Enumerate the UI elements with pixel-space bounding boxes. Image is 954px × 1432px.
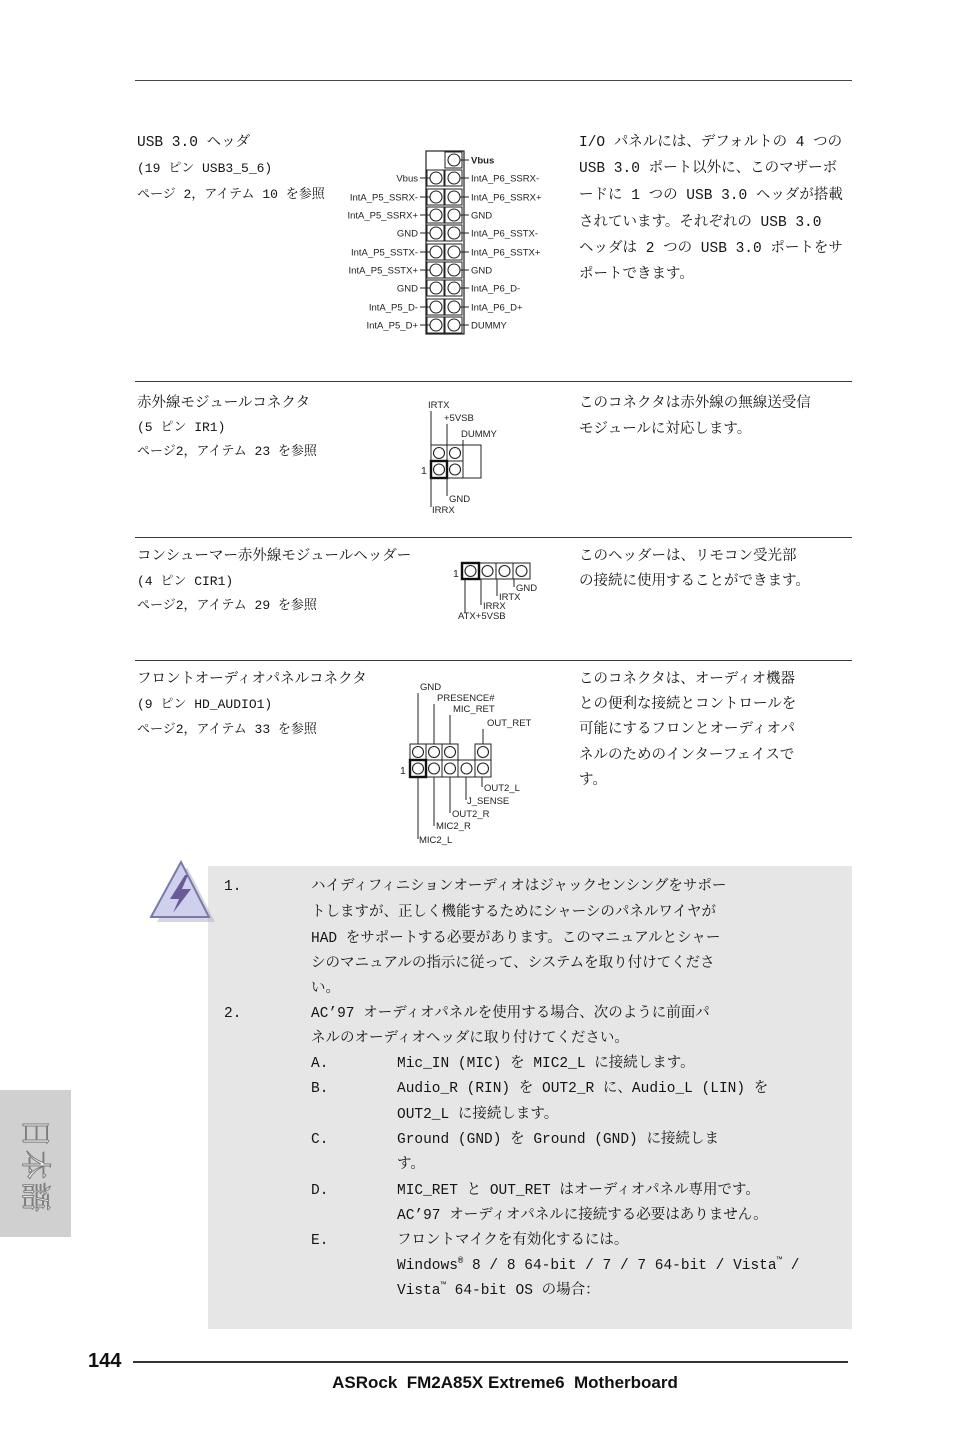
note-subitem-line: AC’97 オーディオパネルに接続する必要はありません。	[397, 1208, 768, 1224]
ir1-description-line: モジュールに対応します。	[579, 422, 752, 438]
note-line: AC’97 オーディオパネルを使用する場合、次のように前面パ	[311, 1006, 710, 1022]
hd-audio-pin-label: OUT_RET	[487, 718, 532, 729]
page-number: 144	[88, 1350, 122, 1372]
cir1-pin1-marker: 1	[453, 568, 459, 580]
registered-mark: ®	[457, 1256, 464, 1267]
usb3-pin-label: GND	[471, 210, 493, 222]
usb3-title: USB 3.0 ヘッダ	[137, 135, 251, 151]
hd-audio-connector-diagram	[400, 682, 532, 846]
ir1-pin1-marker: 1	[421, 465, 427, 477]
trademark-mark: ™	[440, 1281, 446, 1292]
usb3-pin-label: IntA_P6_D-	[471, 283, 521, 295]
usb3-description-line: されています。それぞれの USB 3.0	[579, 215, 822, 231]
ir1-title: 赤外線モジュールコネクタ	[137, 396, 311, 412]
hd-audio-page-ref: ページ2，アイテム 33 を参照	[137, 722, 317, 737]
hd-audio-pin-label: MIC_RET	[453, 704, 495, 715]
note-line: HAD をサポートする必要があります。このマニュアルとシャー	[311, 931, 721, 947]
ir1-pin-label: DUMMY	[461, 429, 497, 440]
ir1-description-line: このコネクタは赤外線の無線送受信	[579, 396, 811, 412]
note-subitem-line: フロントマイクを有効化するには。	[397, 1233, 629, 1249]
usb3-description-line: ードに 1 つの USB 3.0 ヘッダが搭載	[579, 188, 843, 204]
os-text: Vista	[397, 1283, 441, 1299]
usb3-pin-label: IntA_P5_SSRX-	[349, 192, 418, 204]
note-subitem-line: Ground (GND) を Ground (GND) に接続しま	[397, 1132, 719, 1148]
trademark-mark: ™	[776, 1256, 782, 1267]
usb3-page-ref: ページ 2，アイテム 10 を参照	[137, 187, 325, 202]
hd-audio-pin-count: (9 ピン HD_AUDIO1)	[137, 697, 273, 712]
usb3-pin-label: IntA_P5_SSTX-	[350, 247, 418, 259]
usb3-description-line: I/O パネルには、デフォルトの 4 つの	[579, 135, 843, 151]
usb3-pin-label: IntA_P6_SSTX-	[471, 228, 539, 240]
cir1-title: コンシューマー赤外線モジュールヘッダー	[137, 549, 412, 565]
usb3-pin-label: IntA_P5_D+	[366, 320, 418, 332]
usb3-header-diagram	[347, 151, 541, 334]
usb3-right-pins	[445, 152, 462, 333]
os-text: Windows	[397, 1258, 458, 1274]
ir1-connector-diagram	[421, 400, 498, 516]
language-label: 日本語	[17, 1118, 52, 1214]
ir1-page-ref: ページ2，アイテム 23 を参照	[137, 444, 317, 459]
hd-audio-description-line: このコネクタは、オーディオ機器	[579, 672, 796, 688]
note-line: ネルのオーディオヘッダに取り付けてください。	[311, 1031, 629, 1047]
usb3-pin-label: IntA_P6_SSRX-	[471, 173, 540, 185]
hd-audio-description-line: との便利な接続とコントロールを	[579, 697, 797, 713]
os-text: /	[782, 1258, 800, 1274]
os-text: 8 / 8 64-bit / 7 / 7 64-bit / Vista	[463, 1258, 777, 1274]
usb3-pin-label: IntA_P5_SSRX+	[347, 210, 418, 222]
cir1-header-diagram	[453, 563, 537, 622]
hd-audio-title: フロントオーディオパネルコネクタ	[137, 672, 367, 688]
ir1-pin-label: IRRX	[432, 505, 455, 516]
usb3-description-line: ポートできます。	[579, 267, 694, 283]
ir1-dummy-slot	[463, 445, 481, 478]
note-line: い。	[311, 981, 340, 997]
note-item-number: 2.	[224, 1006, 242, 1022]
usb3-description-line: ヘッダは 2 つの USB 3.0 ポートをサ	[579, 241, 843, 257]
hd-audio-description-line: す。	[579, 773, 607, 789]
note-subitem-letter: D.	[311, 1183, 329, 1199]
usb3-pin-label: IntA_P5_SSTX+	[348, 265, 418, 277]
note-subitem-line: MIC_RET と OUT_RET はオーディオパネル専用です。	[397, 1183, 760, 1199]
usb3-pin-label: GND	[471, 265, 493, 277]
usb3-pin-label: IntA_P6_SSTX+	[471, 247, 541, 259]
usb3-pin-label: Vbus	[396, 173, 418, 185]
note-subitem-letter: B.	[311, 1081, 329, 1097]
note-item-number: 1.	[224, 879, 242, 895]
note-subitem-line: Audio_R (RIN) を OUT2_R に、Audio_L (LIN) を	[397, 1081, 769, 1097]
usb3-pin-label: IntA_P6_SSRX+	[471, 192, 542, 204]
usb3-pin-label: GND	[396, 228, 418, 240]
note-subitem-line: OUT2_L に接続します。	[397, 1107, 559, 1123]
hd-audio-pin-label: GND	[420, 682, 442, 693]
usb3-pin-label: IntA_P6_D+	[471, 302, 523, 314]
hd-audio-description-line: ネルのためのインターフェイスで	[579, 748, 795, 764]
hd-audio-pin-label: MIC2_L	[419, 835, 453, 846]
hd-audio-pin-label: PRESENCE#	[437, 693, 495, 704]
cir1-pin-count: (4 ピン CIR1)	[137, 574, 234, 589]
hd-audio-pin1-marker: 1	[400, 765, 406, 777]
hd-audio-pin-label: OUT2_R	[452, 809, 490, 820]
hd-audio-pin-label: J_SENSE	[467, 796, 510, 807]
note-subitem-line: Mic_IN (MIC) を MIC2_L に接続します。	[397, 1056, 695, 1072]
footer-title: ASRock FM2A85X Extreme6 Motherboard	[332, 1373, 678, 1392]
cir1-pin-label: IRRX	[483, 601, 506, 612]
ir1-pin-count: (5 ピン IR1)	[137, 420, 226, 435]
os-text: 64-bit OS の場合：	[445, 1283, 600, 1299]
ir1-pin-label: IRTX	[428, 400, 450, 411]
cir1-description-line: このヘッダーは、リモコン受光部	[579, 549, 797, 565]
note-subitem-letter: C.	[311, 1132, 329, 1148]
cir1-description-line: の接続に使用することができます。	[579, 574, 810, 590]
usb3-pin-label: GND	[396, 283, 418, 295]
warning-icon	[151, 862, 215, 922]
note-subitem-letter: A.	[311, 1056, 329, 1072]
note-line: トしますが、正しく機能するためにシャーシのパネルワイヤが	[311, 905, 716, 921]
note-line: ハイディフィニションオーディオはジャックセンシングをサポー	[311, 879, 727, 895]
cir1-page-ref: ページ2，アイテム 29 を参照	[137, 598, 317, 613]
cir1-pin-label: ATX+5VSB	[458, 611, 506, 622]
note-line: シのマニュアルの指示に従って、システムを取り付けてくださ	[311, 956, 715, 972]
note-subitem-line: す。	[397, 1157, 425, 1173]
hd-audio-pin-label: MIC2_R	[436, 821, 471, 832]
usb3-pin-label: Vbus	[471, 155, 495, 167]
usb3-pin-label: IntA_P5_D-	[368, 302, 418, 314]
cir1-pin-label: GND	[516, 583, 538, 594]
cir1-pin-label: IRTX	[499, 592, 521, 603]
ir1-pin-label: +5VSB	[444, 413, 474, 424]
hd-audio-pin-label: OUT2_L	[484, 783, 520, 794]
ir1-pin-label: GND	[449, 494, 471, 505]
usb3-pin-count: (19 ピン USB3_5_6)	[137, 161, 273, 176]
usb3-description-line: USB 3.0 ポート以外に、このマザーボ	[579, 161, 838, 177]
usb3-pin-label: DUMMY	[471, 320, 507, 332]
hd-audio-description-line: 可能にするフロンとオーディオパ	[579, 722, 796, 738]
note-subitem-letter: E.	[311, 1233, 329, 1249]
